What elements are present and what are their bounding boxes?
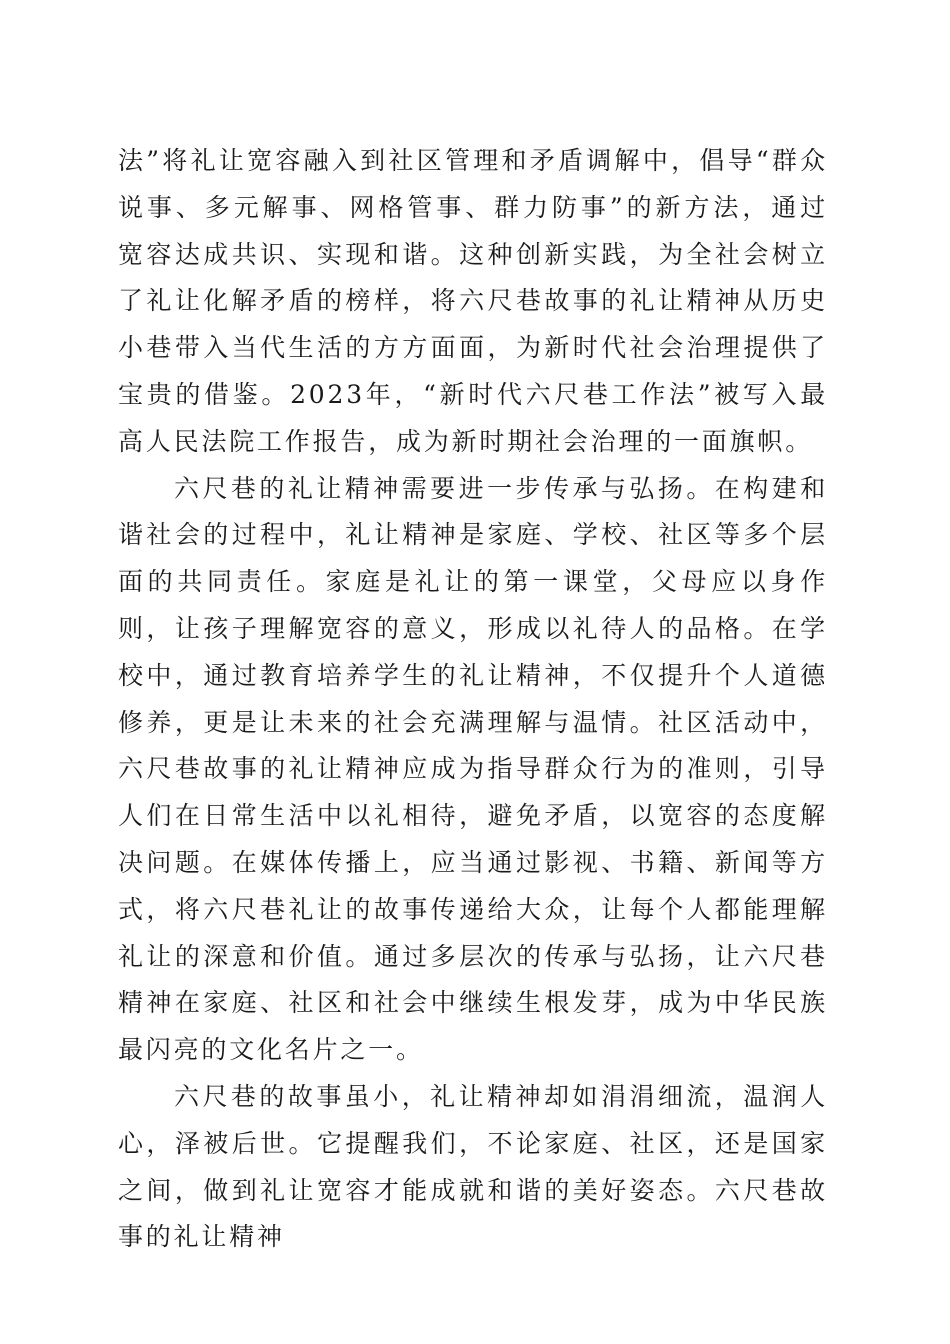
paragraph-3: 六尺巷的故事虽小，礼让精神却如涓涓细流，温润人心，泽被后世。它提醒我们，不论家庭、社区，还是国家之间，做到礼让宽容才能成就和谐的美好姿态。六尺巷故事的礼让精神 [118,1081,828,1252]
paragraph-1: 法”将礼让宽容融入到社区管理和矛盾调解中，倡导“群众说事、多元解事、网格管事、群力防事”的新方法，通过宽容达成共识、实现和谐。这种创新实践，为全社会树立了礼让化解矛盾的榜样，将六尺巷故事的礼让精神从历史小巷带入当代生活的方方面面，为新时代社会治理提供了宝贵的借鉴。2023年，“新时代六尺巷工作法”被写入最高人民法院工作报告，成为新时期社会治理的一面旗帜。 [118,146,828,456]
body-text [118,138,828,1261]
paragraph-2: 六尺巷的礼让精神需要进一步传承与弘扬。在构建和谐社会的过程中，礼让精神是家庭、学校、社区等多个层面的共同责任。家庭是礼让的第一课堂，父母应以身作则，让孩子理解宽容的意义，形成以礼待人的品格。在学校中，通过教育培养学生的礼让精神，不仅提升个人道德修养，更是让未来的社会充满理解与温情。社区活动中，六尺巷故事的礼让精神应成为指导群众行为的准则，引导人们在日常生活中以礼相待，避免矛盾，以宽容的态度解决问题。在媒体传播上，应当通过影视、书籍、新闻等方式，将六尺巷礼让的故事传递给大众，让每个人都能理解礼让的深意和价值。通过多层次的传承与弘扬，让六尺巷精神在家庭、社区和社会中继续生根发芽，成为中华民族最闪亮的文化名片之一。 [118,473,828,1065]
